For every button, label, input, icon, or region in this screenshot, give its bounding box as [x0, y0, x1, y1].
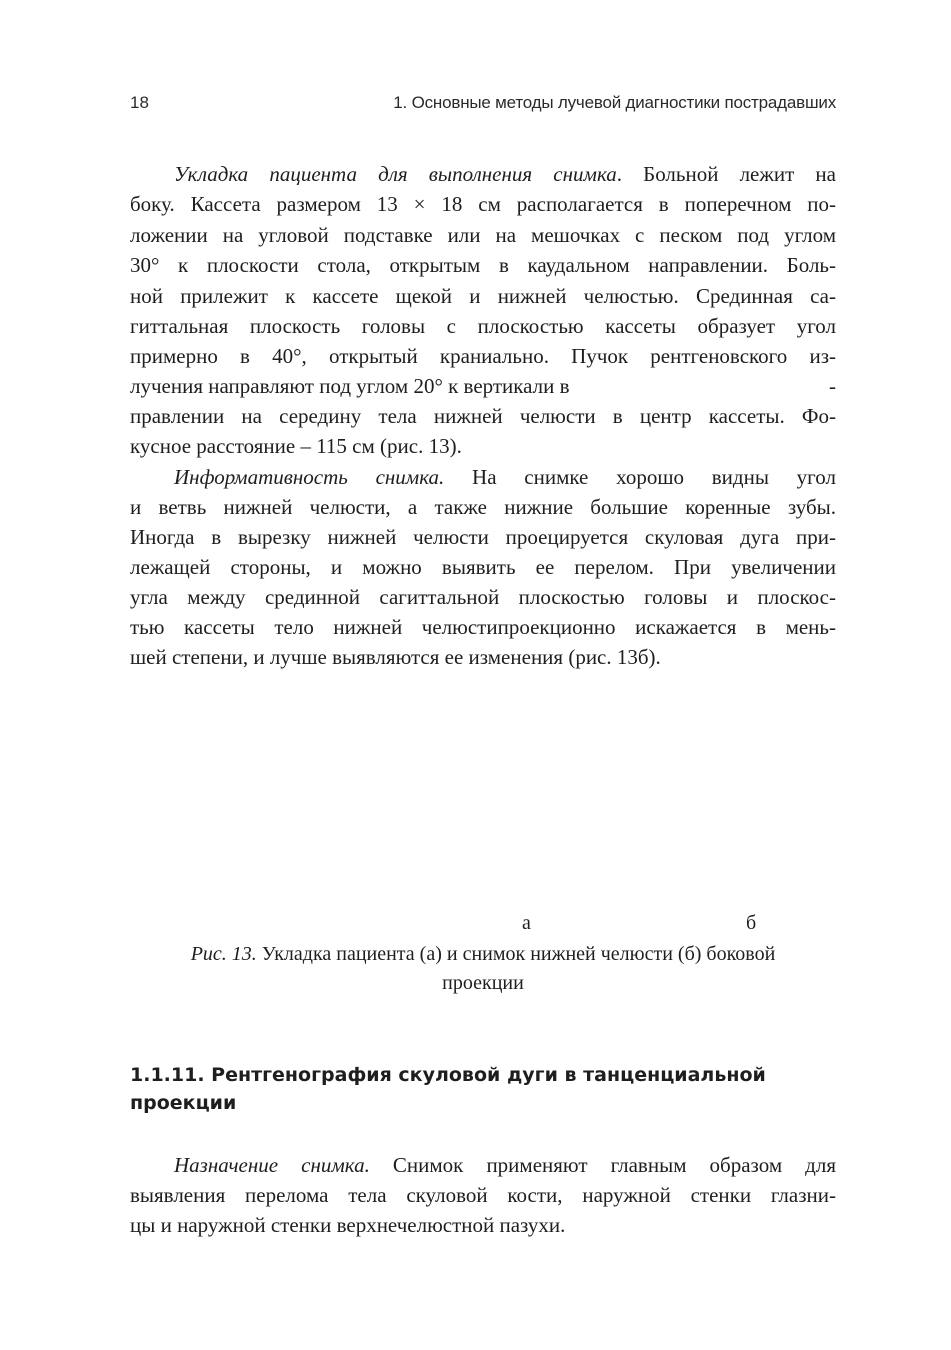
section-heading: 1.1.11. Рентгенография скуловой дуги в танценциальной проекции: [130, 1064, 766, 1114]
running-title: 1. Основные методы лучевой диагностики пострадавших: [393, 93, 836, 112]
paragraph-1-line-6: гиттальная плоскость головы с плоскостью кассеты образует угол: [130, 314, 836, 338]
paragraph-2-line-4: лежащей стороны, и можно выявить ее перелом. При увеличении: [130, 555, 836, 579]
paragraph-3-line-2: выявления перелома тела скуловой кости, наружной стенки глазни-: [130, 1183, 836, 1207]
paragraph-1-line-7: примерно в 40°, открытый краниально. Пучок рентгеновского из-: [130, 344, 836, 368]
running-header: [130, 93, 836, 117]
paragraph-2-line-6: тью кассеты тело нижней челюстипроекционно искажается в мень-: [130, 615, 836, 639]
figure-caption-line-2: проекции: [442, 972, 524, 994]
figure-caption-line-1: Рис. 13. Укладка пациента (а) и снимок нижней челюсти (б) боковой: [190, 943, 776, 965]
paragraph-2-line-2: и ветвь нижней челюсти, а также нижние большие коренные зубы.: [130, 495, 836, 519]
paragraph-1-line-10: кусное расстояние – 115 см (рис. 13).: [130, 434, 462, 458]
hyphen-fragment: -: [829, 374, 836, 398]
paragraph-1-line-5: ной прилежит к кассете щекой и нижней челюстью. Срединная са-: [130, 284, 836, 308]
paragraph-2-line-5: угла между срединной сагиттальной плоскостью головы и плоскос-: [130, 585, 836, 609]
paragraph-1-line-9: правлении на середину тела нижней челюсти в центр кассеты. Фо-: [130, 404, 836, 428]
page-number: 18: [130, 93, 149, 112]
paragraph-1-line-3: ложении на угловой подставке или на мешочках с песком под углом: [130, 223, 836, 247]
figure-label-b: б: [746, 912, 757, 934]
figure-caption-prefix: Рис. 13.: [190, 943, 257, 965]
paragraph-2-lead: Информативность снимка.: [174, 465, 445, 489]
paragraph-3-line-3: цы и наружной стенки верхнечелюстной пазухи.: [130, 1213, 566, 1237]
paragraph-1-line-8: лучения направляют под углом 20° к вертикали в -: [130, 374, 836, 398]
paragraph-2-line-1: Информативность снимка. На снимке хорошо видны угол: [174, 465, 836, 489]
paragraph-3-line-1: Назначение снимка. Снимок применяют главным образом для: [174, 1153, 836, 1177]
paragraph-2-line-7: шей степени, и лучше выявляются ее изменения (рис. 13б).: [130, 645, 661, 669]
paragraph-3-lead: Назначение снимка.: [174, 1153, 370, 1177]
paragraph-1-line-1: Укладка пациента для выполнения снимка. Больной лежит на: [174, 162, 836, 186]
paragraph-2-line-3: Иногда в вырезку нижней челюсти проецируется скуловая дуга при-: [130, 525, 836, 549]
paragraph-1-lead: Укладка пациента для выполнения снимка: [174, 162, 617, 186]
figure-label-a: а: [522, 912, 531, 934]
paragraph-1-line-4: 30° к плоскости стола, открытым в каудальном направлении. Боль-: [130, 253, 836, 277]
paragraph-1-line-2: боку. Кассета размером 13 × 18 см располагается в поперечном по-: [130, 192, 836, 216]
